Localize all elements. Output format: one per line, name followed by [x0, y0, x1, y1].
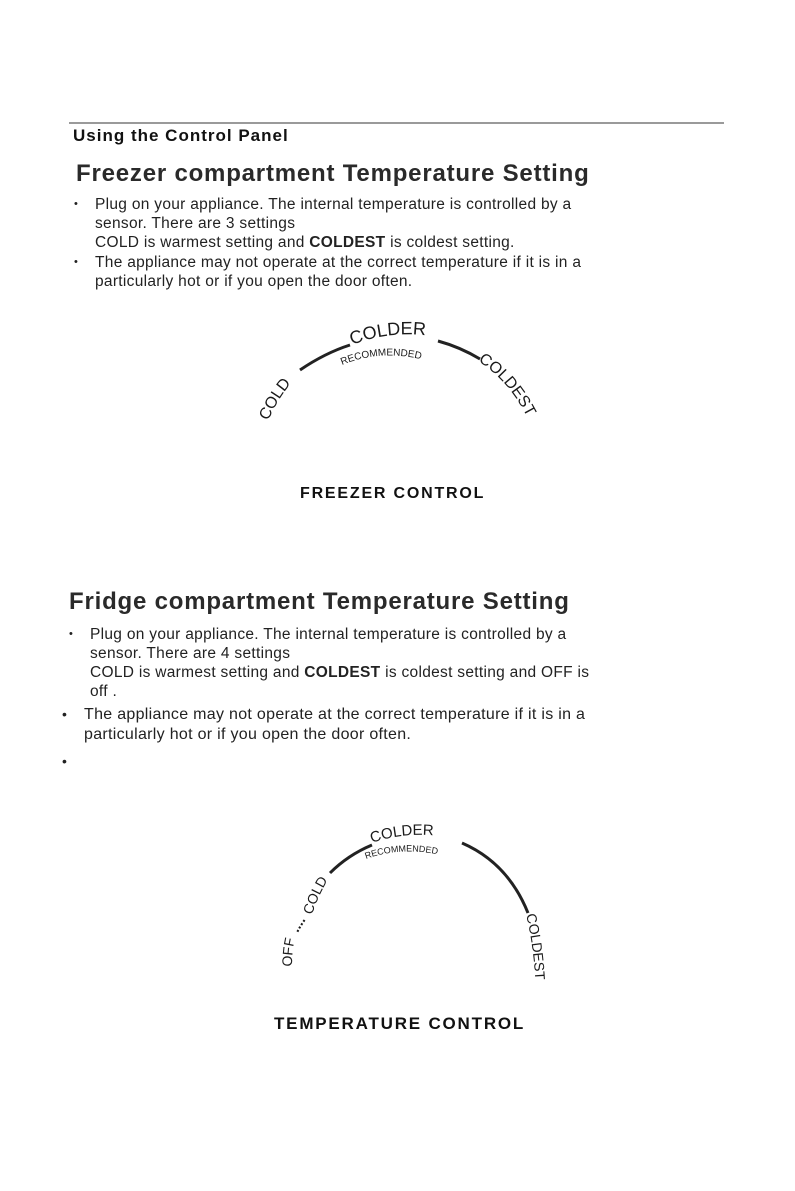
freezer-bullet-1-line-1: Plug on your appliance. The internal temperature is controlled by a — [95, 196, 572, 213]
fridge-dial-recommended: RECOMMENDED — [363, 843, 439, 861]
fridge-caption: TEMPERATURE CONTROL — [274, 1014, 526, 1033]
freezer-heading: Freezer compartment Temperature Setting — [76, 160, 590, 187]
fridge-dial-cold: COLD — [299, 873, 331, 917]
freezer-caption: FREEZER CONTROL — [300, 485, 486, 502]
fridge-bullet-1-line-3: COLD is warmest setting and COLDEST is coldest setting and OFF is — [90, 664, 590, 681]
freezer-dial-cold: COLD — [256, 375, 295, 423]
section-title: Using the Control Panel — [73, 126, 289, 145]
bullet-dot: • — [74, 198, 79, 210]
coldest-emphasis: COLDEST — [304, 664, 381, 681]
freezer-bullet-2-line-1: The appliance may not operate at the correct temperature if it is in a — [95, 254, 582, 271]
fridge-dial-off: OFF — [278, 936, 298, 967]
fridge-bullet-2-line-1: The appliance may not operate at the correct temperature if it is in a — [84, 706, 586, 723]
freezer-arc-right — [438, 341, 480, 359]
freezer-dial-diagram — [240, 315, 560, 455]
fridge-arc-left — [330, 845, 372, 873]
fridge-bullet-2-line-2: particularly hot or if you open the door often. — [84, 726, 412, 743]
coldest-emphasis: COLDEST — [309, 234, 386, 251]
freezer-dial-recommended: RECOMMENDED — [339, 347, 423, 368]
bullet-dot: • — [74, 256, 79, 268]
fridge-dial-coldest: COLDEST — [523, 911, 549, 981]
fridge-dial-colder: COLDER — [367, 821, 435, 847]
freezer-bullet-1-line-3: COLD is warmest setting and COLDEST is coldest setting. — [95, 234, 515, 251]
freezer-dial-coldest: COLDEST — [475, 350, 539, 420]
fridge-bullet-1-line-2: sensor. There are 4 settings — [90, 645, 291, 662]
fridge-dial-dots: .... — [286, 912, 309, 935]
fridge-bullet-1-line-4: off . — [90, 683, 118, 700]
bullet-dot: • — [62, 753, 68, 769]
freezer-bullet-2-line-2: particularly hot or if you open the door often. — [95, 273, 413, 290]
bullet-dot: • — [69, 628, 74, 640]
top-divider — [69, 122, 724, 124]
fridge-arc-right — [462, 843, 528, 913]
fridge-dial-diagram — [270, 815, 560, 1000]
bullet-dot: • — [62, 706, 68, 722]
freezer-dial-colder: COLDER — [346, 318, 427, 349]
fridge-bullet-1-line-1: Plug on your appliance. The internal temperature is controlled by a — [90, 626, 567, 643]
fridge-heading: Fridge compartment Temperature Setting — [69, 588, 570, 615]
freezer-bullet-1-line-2: sensor. There are 3 settings — [95, 215, 296, 232]
